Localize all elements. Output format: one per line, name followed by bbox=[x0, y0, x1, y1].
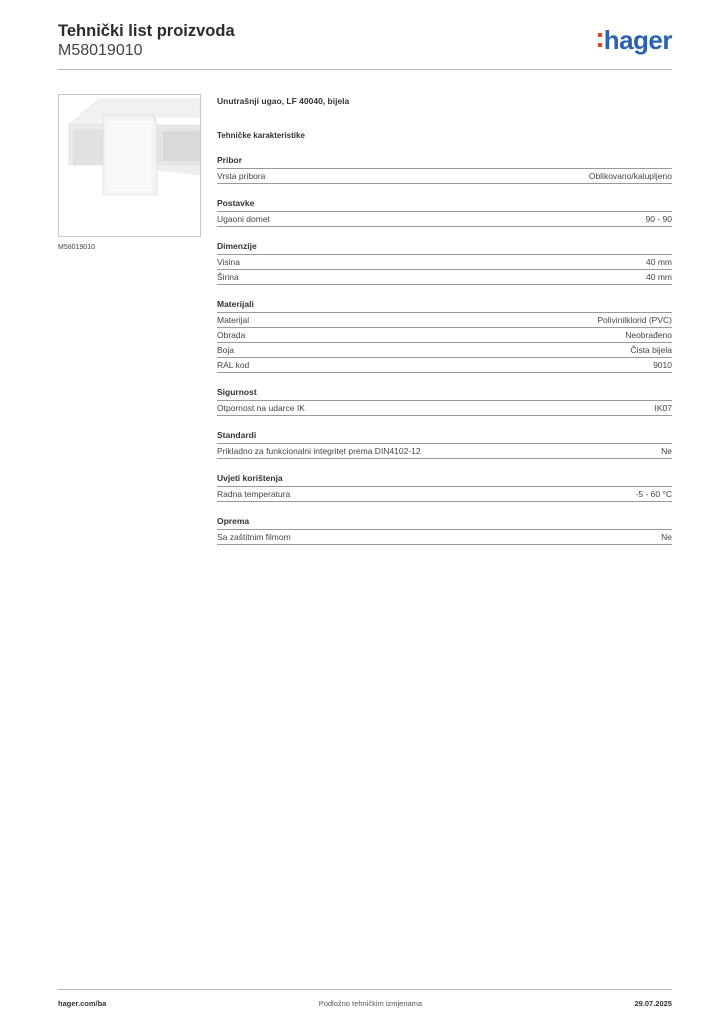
group-title: Standardi bbox=[217, 430, 672, 444]
spec-value: Neobrađeno bbox=[625, 330, 672, 340]
spec-value: Čista bijela bbox=[630, 345, 672, 355]
spec-label: Materijal bbox=[217, 315, 250, 325]
spec-value: Oblikovano/kalupljeno bbox=[588, 171, 672, 181]
spec-value: Polivinilklorid (PVC) bbox=[597, 315, 672, 325]
page-header bbox=[58, 22, 672, 70]
spec-value: IK07 bbox=[654, 403, 672, 413]
page-footer bbox=[58, 989, 672, 1008]
spec-row bbox=[217, 358, 672, 373]
spec-label: Boja bbox=[217, 345, 235, 355]
spec-label: Prikladno za funkcionalni integritet prema DIN4102-12 bbox=[217, 446, 421, 456]
spec-value: Ne bbox=[661, 446, 672, 456]
spec-label: Otpornost na udarce IK bbox=[217, 403, 305, 413]
spec-label: Visina bbox=[217, 257, 240, 267]
logo-dots-icon bbox=[598, 30, 602, 50]
product-image bbox=[58, 94, 201, 237]
group-title: Uvjeti korištenja bbox=[217, 473, 672, 487]
spec-row bbox=[217, 313, 672, 328]
group-dimenzije bbox=[217, 241, 672, 285]
corner-duct-illustration bbox=[59, 95, 200, 236]
spec-label: Vrsta pribora bbox=[217, 171, 266, 181]
footer-website-link[interactable]: hager.com/ba bbox=[58, 999, 107, 1008]
spec-row bbox=[217, 343, 672, 358]
spec-row bbox=[217, 169, 672, 184]
spec-value: 40 mm bbox=[646, 257, 672, 267]
group-title: Materijali bbox=[217, 299, 672, 313]
section-heading: Tehničke karakteristike bbox=[217, 131, 305, 140]
spec-value: -5 - 60 °C bbox=[635, 489, 672, 499]
spec-row bbox=[217, 444, 672, 459]
spec-value: 9010 bbox=[653, 360, 672, 370]
product-code: M58019010 bbox=[58, 42, 143, 59]
group-uvjeti-koristenja bbox=[217, 473, 672, 502]
spec-value: 40 mm bbox=[646, 272, 672, 282]
image-caption: M58019010 bbox=[58, 244, 95, 251]
group-pribor bbox=[217, 155, 672, 184]
group-title: Dimenzije bbox=[217, 241, 672, 255]
group-title: Sigurnost bbox=[217, 387, 672, 401]
spec-row bbox=[217, 212, 672, 227]
group-title: Oprema bbox=[217, 516, 672, 530]
page-title: Tehnički list proizvoda bbox=[58, 22, 235, 40]
group-title: Postavke bbox=[217, 198, 672, 212]
spec-label: Širina bbox=[217, 272, 239, 282]
spec-row bbox=[217, 328, 672, 343]
spec-label: Obrada bbox=[217, 330, 246, 340]
spec-value: Ne bbox=[661, 532, 672, 542]
spec-label: Sa zaštitnim filmom bbox=[217, 532, 291, 542]
hager-logo bbox=[598, 26, 672, 54]
spec-label: Ugaoni domet bbox=[217, 214, 270, 224]
logo-text: hager bbox=[603, 25, 672, 55]
spec-value: 90 - 90 bbox=[645, 214, 672, 224]
spec-row bbox=[217, 530, 672, 545]
group-sigurnost bbox=[217, 387, 672, 416]
group-oprema bbox=[217, 516, 672, 545]
group-postavke bbox=[217, 198, 672, 227]
spec-content bbox=[217, 96, 672, 545]
spec-row bbox=[217, 487, 672, 502]
footer-note: Podložno tehničkim izmjenama bbox=[318, 999, 423, 1008]
product-name: Unutrašnji ugao, LF 40040, bijela bbox=[217, 96, 350, 106]
footer-date: 29.07.2025 bbox=[634, 999, 672, 1008]
group-standardi bbox=[217, 430, 672, 459]
spec-row bbox=[217, 270, 672, 285]
spec-row bbox=[217, 401, 672, 416]
group-materijali bbox=[217, 299, 672, 373]
group-title: Pribor bbox=[217, 155, 672, 169]
spec-label: RAL kod bbox=[217, 360, 250, 370]
spec-row bbox=[217, 255, 672, 270]
spec-label: Radna temperatura bbox=[217, 489, 291, 499]
